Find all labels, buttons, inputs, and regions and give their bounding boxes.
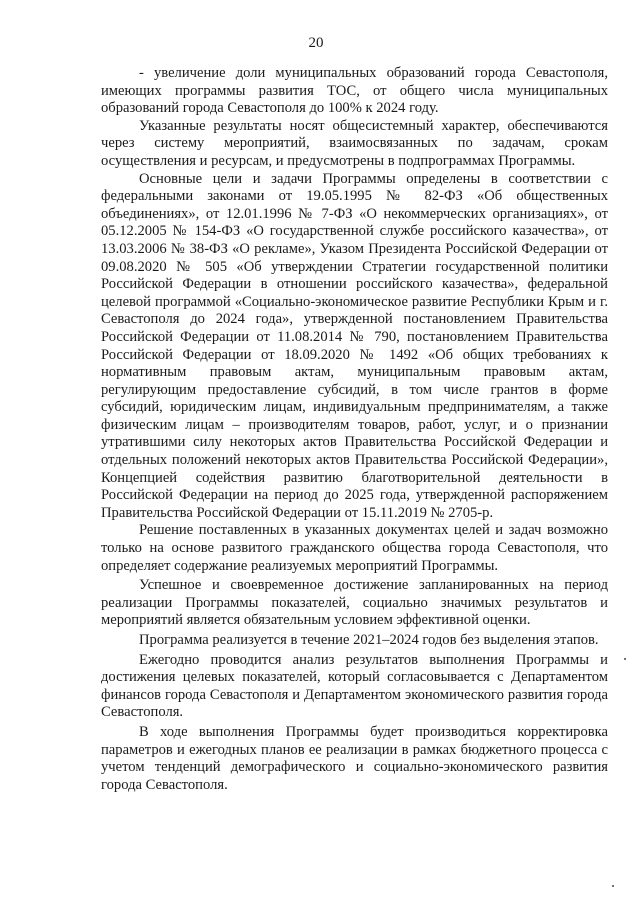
paragraph-municipal-share: - увеличение доли муниципальных образований города Севастополя, имеющих программы развития ТОС, от общего числа муниципальных образований города Севастополя до 100% к 2024 году. [101,65,608,117]
page-number: 20 [308,35,324,51]
paragraph-annual-analysis: Ежегодно проводится анализ результатов выполнения Программы и достижения целевых показателей, который согласовывается с Департаментом финансов города Севастополя и Департаментом экономического развития города Севастополя. [101,651,608,721]
scan-speck [624,658,626,660]
paragraph-civil-society: Решение поставленных в указанных документах целей и задач возможно только на основе развитого гражданского общества города Севастополя, что определяет содержание реализуемых мероприятий Программы. [101,522,608,574]
paragraph-adjustments: В ходе выполнения Программы будет производиться корректировка параметров и ежегодных планов ее реализации в рамках бюджетного процесса с учетом тенденций демографического и социально-экономического развития города Севастополя. [101,723,608,793]
document-body [101,65,608,794]
paragraph-legal-basis: Основные цели и задачи Программы определены в соответствии с федеральными законами от 19.05.1995 № 82-ФЗ «Об общественных объединениях», от 12.01.1996 № 7-ФЗ «О некоммерческих организациях», от 05.12.2005 № 154-ФЗ «О государственной службе российского казачества», от 13.03.2006 № 38-ФЗ «О рекламе», Указом Президента Российской Федерации от 09.08.2020 № 505 «Об утверждении Стратегии государственной политики Российской Федерации в отношении российского казачества», федеральной целевой программой «Социально-экономическое развитие Республики Крым и г. Севастополя до 2024 года», утвержденной постановлением Правительства Российской Федерации от 11.08.2014 № 790, постановлением Правительства Российской Федерации от 18.09.2020 № 1492 «Об общих требованиях к нормативным правовым актам, муниципальным правовым актам, регулирующим предоставление субсидий, в том числе грантов в форме субсидий, юридическим лицам, индивидуальным предпринимателям, а также физическим лицам – производителям товаров, работ, услуг, и о признании утратившими силу некоторых актов Правительства Российской Федерации и отдельных положений некоторых актов Правительства Российской Федерации», Концепцией содействия развитию благотворительной деятельности в Российской Федерации на период до 2025 года, утвержденной распоряжением Правительства Российской Федерации от 15.11.2019 № 2705-р. [101,170,608,521]
scan-speck [612,885,614,887]
paragraph-systemic-results: Указанные результаты носят общесистемный характер, обеспечиваются через систему мероприятий, взаимосвязанных по задачам, срокам осуществления и ресурсам, и предусмотрены в подпрограммах Программы. [101,117,608,169]
paragraph-evaluation-condition: Успешное и своевременное достижение запланированных на период реализации Программы показателей, социально значимых результатов и мероприятий является обязательным условием эффективной оценки. [101,577,608,629]
paragraph-implementation-period: Программа реализуется в течение 2021–2024 годов без выделения этапов. [139,632,599,648]
